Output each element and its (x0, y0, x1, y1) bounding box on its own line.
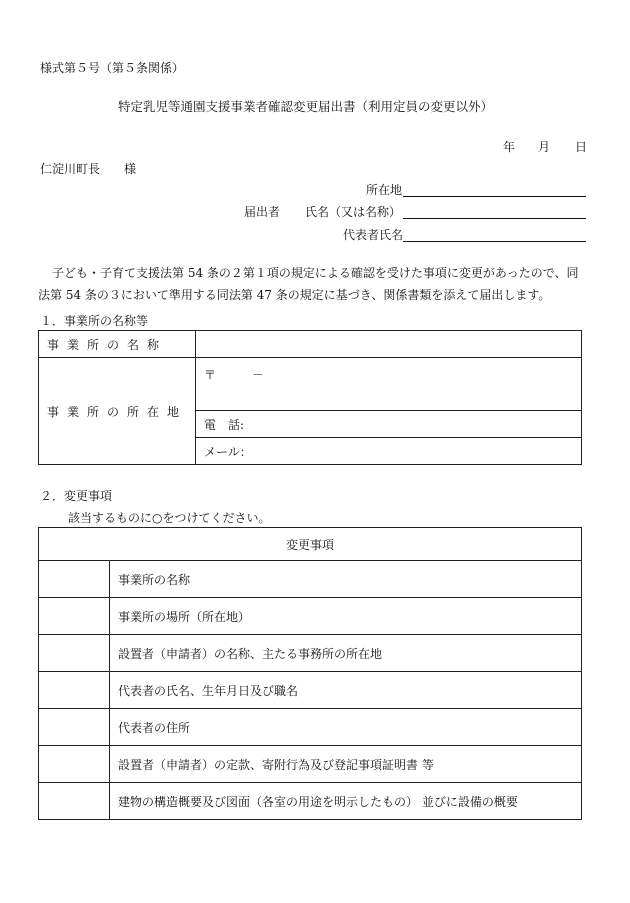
change-item: 代表者の住所 (110, 709, 582, 746)
phone-cell[interactable] (196, 411, 582, 438)
notifier-role-label: 届出者 (244, 205, 281, 219)
section2-instruction: 該当するものに○をつけてください。 (68, 511, 271, 525)
name-label: 氏名（又は名称） (305, 205, 402, 219)
change-table-header: 変更事項 (39, 528, 582, 561)
representative-label: 代表者氏名 (343, 228, 404, 242)
facility-location-label: 事業所の所在地 (39, 358, 196, 465)
change-item: 設置者（申請者）の定款、寄附行為及び登記事項証明書 等 (110, 746, 582, 783)
date-day: 日 (575, 140, 588, 154)
mail-label: メール： (204, 444, 252, 459)
mail-cell[interactable] (196, 438, 582, 465)
change-item: 代表者の氏名、生年月日及び職名 (110, 672, 582, 709)
address-field[interactable] (403, 196, 586, 197)
change-item: 事業所の名称 (110, 561, 582, 598)
name-field[interactable] (403, 218, 586, 219)
change-item: 事業所の場所（所在地） (110, 598, 582, 635)
facility-table (38, 330, 582, 465)
postal-code-cell[interactable] (196, 358, 582, 411)
body-paragraph: 子ども・子育て支援法第 54 条の２第１項の規定による確認を受けた事項に変更があったので、同法第 54 条の３において準用する同法第 47 条の規定に基づき、関係書類を添えて届出します。 (38, 266, 579, 302)
change-items-table (38, 527, 582, 820)
facility-name-cell[interactable] (196, 331, 582, 358)
mark-cell[interactable] (39, 746, 110, 783)
section2-heading: ２．変更事項 (40, 489, 113, 503)
document-title: 特定乳児等通園支援事業者確認変更届出書（利用定員の変更以外） (118, 99, 494, 114)
change-item: 設置者（申請者）の名称、主たる事務所の所在地 (110, 635, 582, 672)
addressee: 仁淀川町長 様 (40, 162, 137, 176)
address-label: 所在地 (366, 183, 403, 197)
phone-label: 電 話: (204, 417, 245, 432)
facility-name-label: 事業所の名称 (39, 331, 196, 358)
section1-heading: １．事業所の名称等 (40, 314, 149, 328)
mark-cell[interactable] (39, 561, 110, 598)
date-month: 月 (538, 140, 551, 154)
mark-cell[interactable] (39, 783, 110, 820)
date-year: 年 (503, 140, 516, 154)
representative-field[interactable] (403, 241, 586, 242)
form-label: 様式第５号（第５条関係） (40, 61, 185, 75)
postal-code-text: 〒 － (204, 368, 265, 382)
change-item: 建物の構造概要及び図面（各室の用途を明示したもの） 並びに設備の概要 (110, 783, 582, 820)
mark-cell[interactable] (39, 635, 110, 672)
mark-cell[interactable] (39, 672, 110, 709)
mark-cell[interactable] (39, 598, 110, 635)
mark-cell[interactable] (39, 709, 110, 746)
